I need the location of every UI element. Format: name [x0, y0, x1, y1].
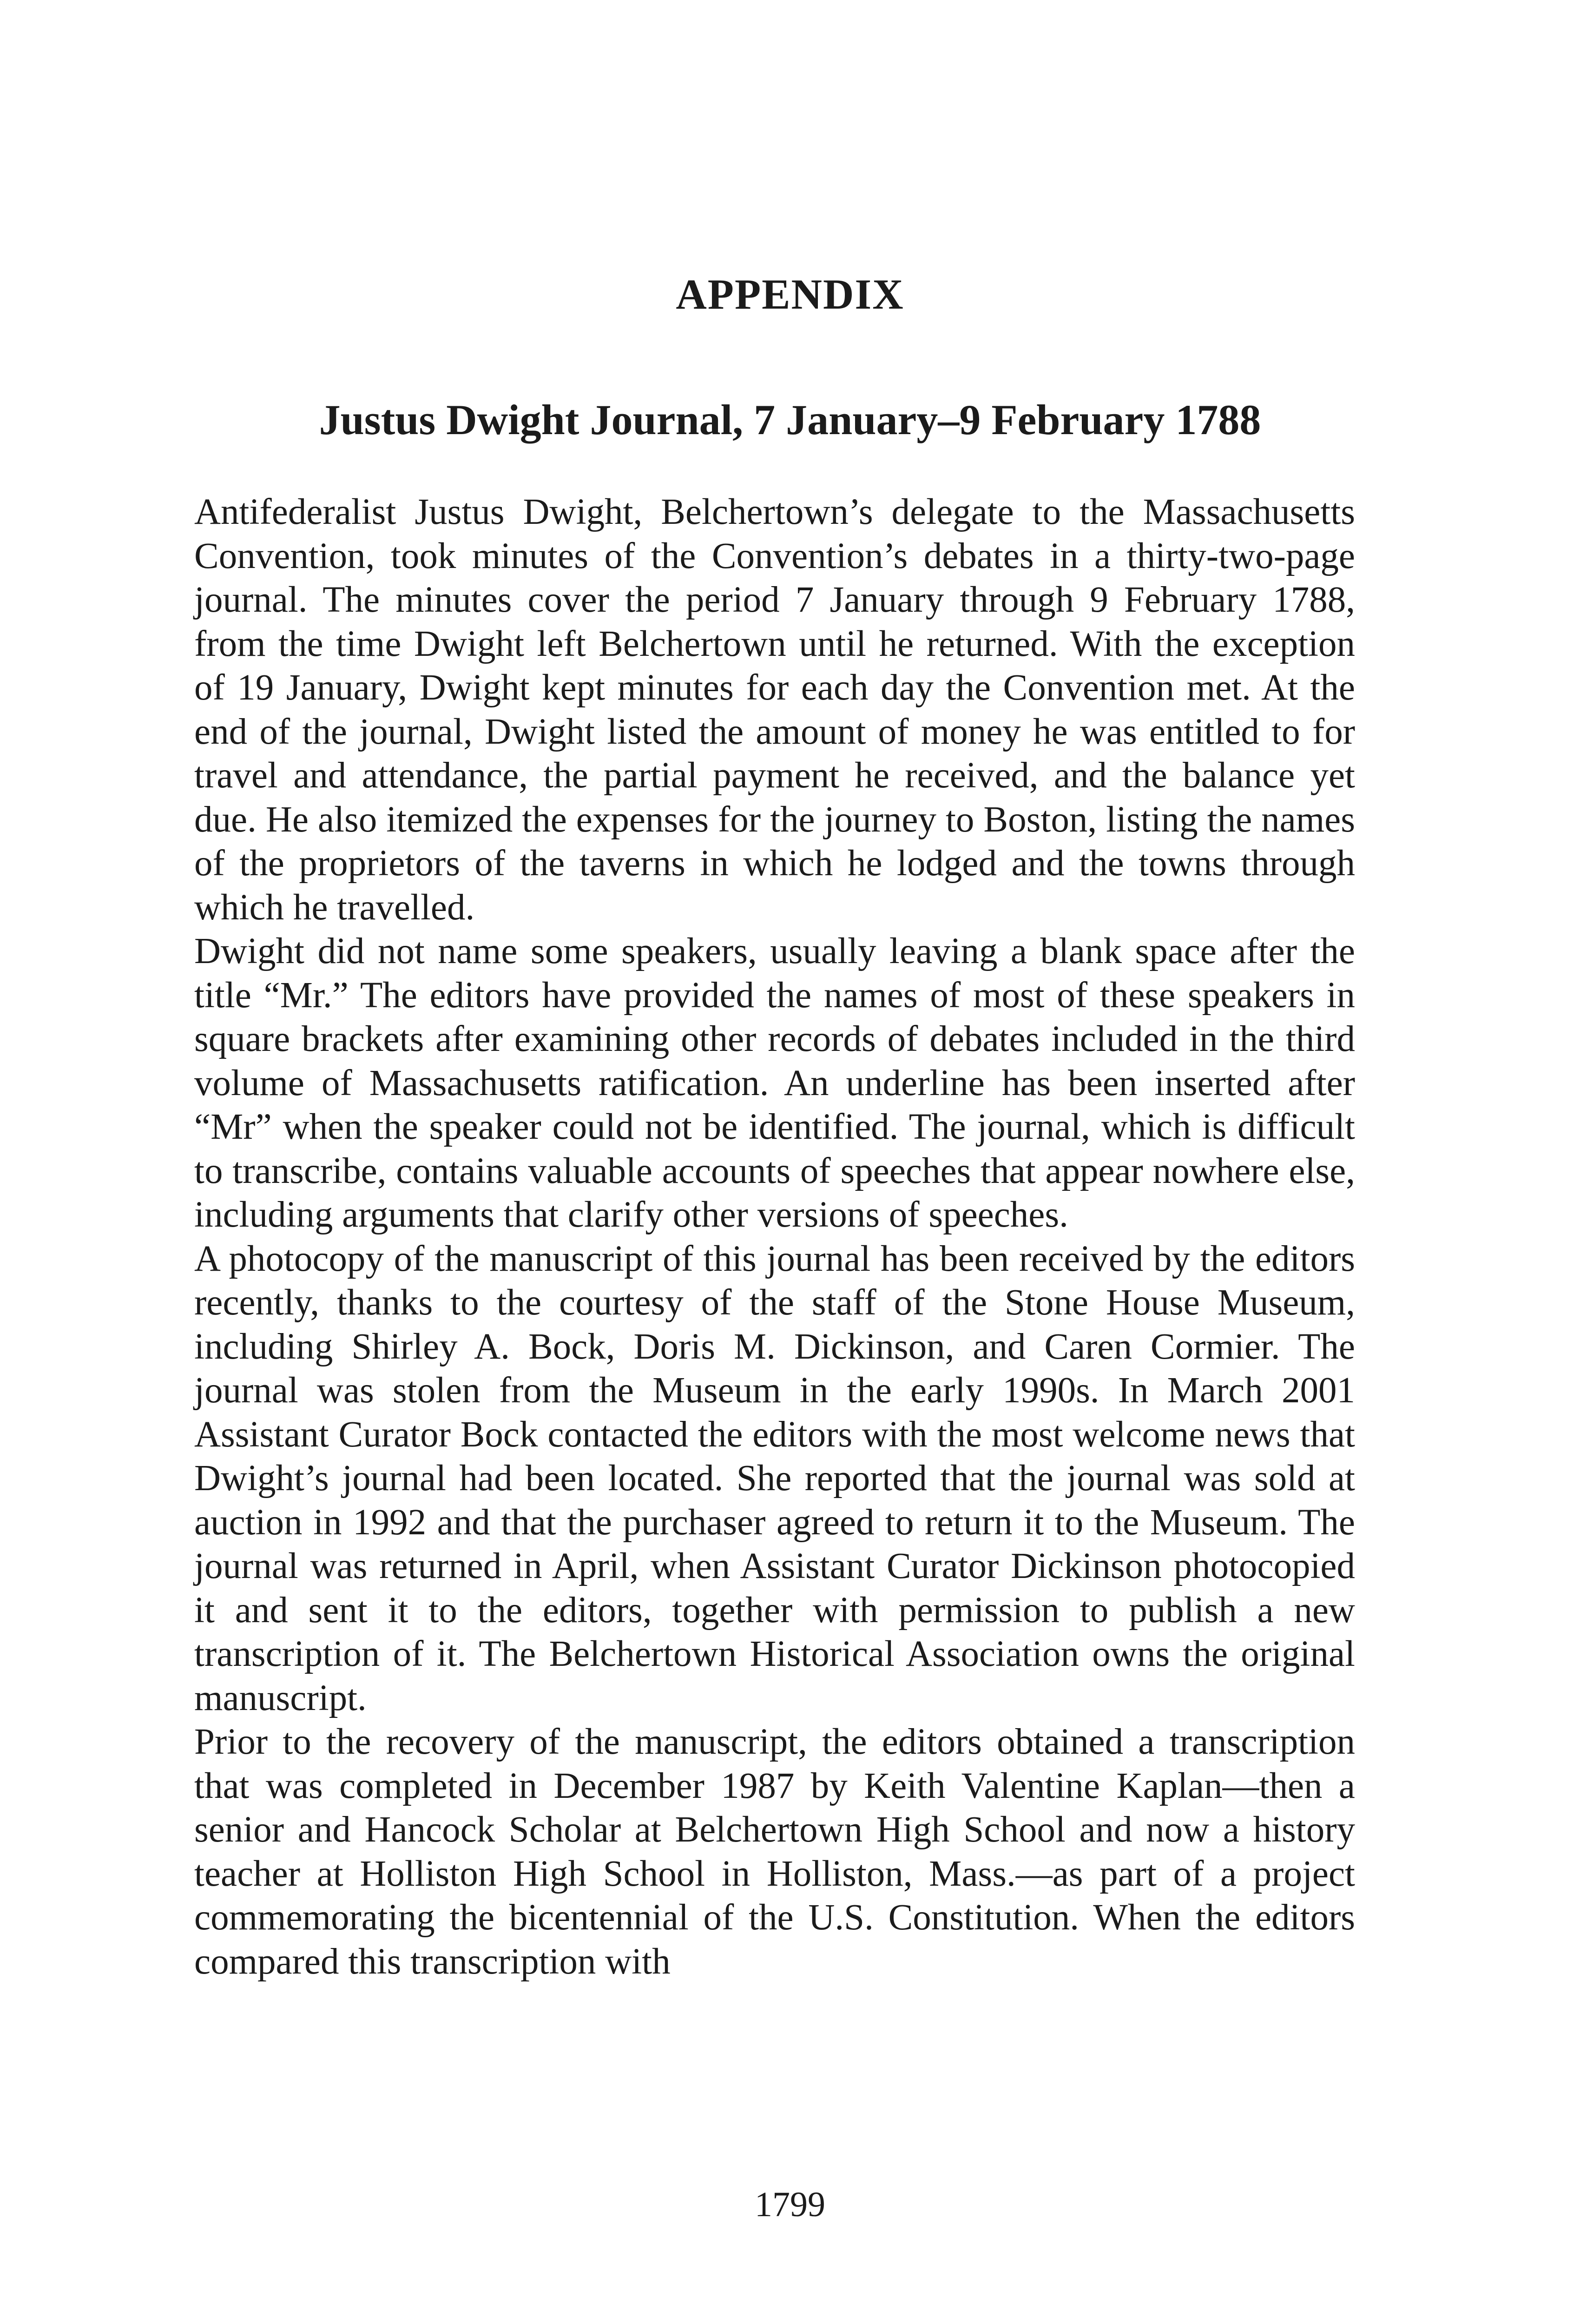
appendix-heading: APPENDIX — [676, 271, 904, 318]
page-number: 1799 — [755, 2185, 825, 2224]
paragraph-photocopy: A photocopy of the manuscript of this journal has been received by the editors recently, thanks to the courtesy of the staff of the Stone House Museum, including Shirley A. Bock, Doris M. Dickinson, and Caren Cormier. The journal was stolen from the Museum in the early 1990s. In March 2001 Assistant Curator Bock contacted the editors with the most welcome news that Dwight’s journal had been located. She reported that the journal was sold at auction in 1992 and that the purchaser agreed to return it to the Museum. The journal was returned in April, when Assistant Curator Dickinson photocopied it and sent it to the editors, together with permission to publish a new transcription of it. The Belchertown Historical Association owns the original manuscript. — [194, 1238, 1355, 1718]
paragraph-transcription: Prior to the recovery of the manuscript, the editors obtained a transcription that was completed in December 1987 by Keith Valentine Kaplan—then a senior and Hancock Scholar at Belchertown High School and now a history teacher at Holliston High School in Holliston, Mass.—as part of a project commemorating the bicentennial of the U.S. Constitution. When the editors compared this transcription with — [194, 1722, 1355, 1982]
paragraph-speakers: Dwight did not name some speakers, usually leaving a blank space after the title “Mr.” The editors have provided the names of most of these speakers in square brackets after examining other records of debates included in the third volume of Massachusetts ratification. An underline has been inserted after “Mr” when the speaker could not be identified. The journal, which is difficult to transcribe, contains valuable accounts of speeches that appear nowhere else, including arguments that clarify other versions of speeches. — [194, 931, 1355, 1235]
paragraph-intro: Antifederalist Justus Dwight, Belchertown’s delegate to the Massachusetts Convention, took minutes of the Convention’s debates in a thirty-two-page journal. The minutes cover the period 7 January through 9 February 1788, from the time Dwight left Belchertown until he returned. With the exception of 19 January, Dwight kept minutes for each day the Convention met. At the end of the journal, Dwight listed the amount of money he was entitled to for travel and attendance, the partial payment he received, and the balance yet due. He also itemized the expenses for the journey to Boston, listing the names of the proprietors of the taverns in which he lodged and the towns through which he travelled. — [194, 492, 1355, 928]
body-text — [194, 490, 1355, 1984]
document-title: Justus Dwight Journal, 7 January–9 February 1788 — [319, 396, 1261, 443]
